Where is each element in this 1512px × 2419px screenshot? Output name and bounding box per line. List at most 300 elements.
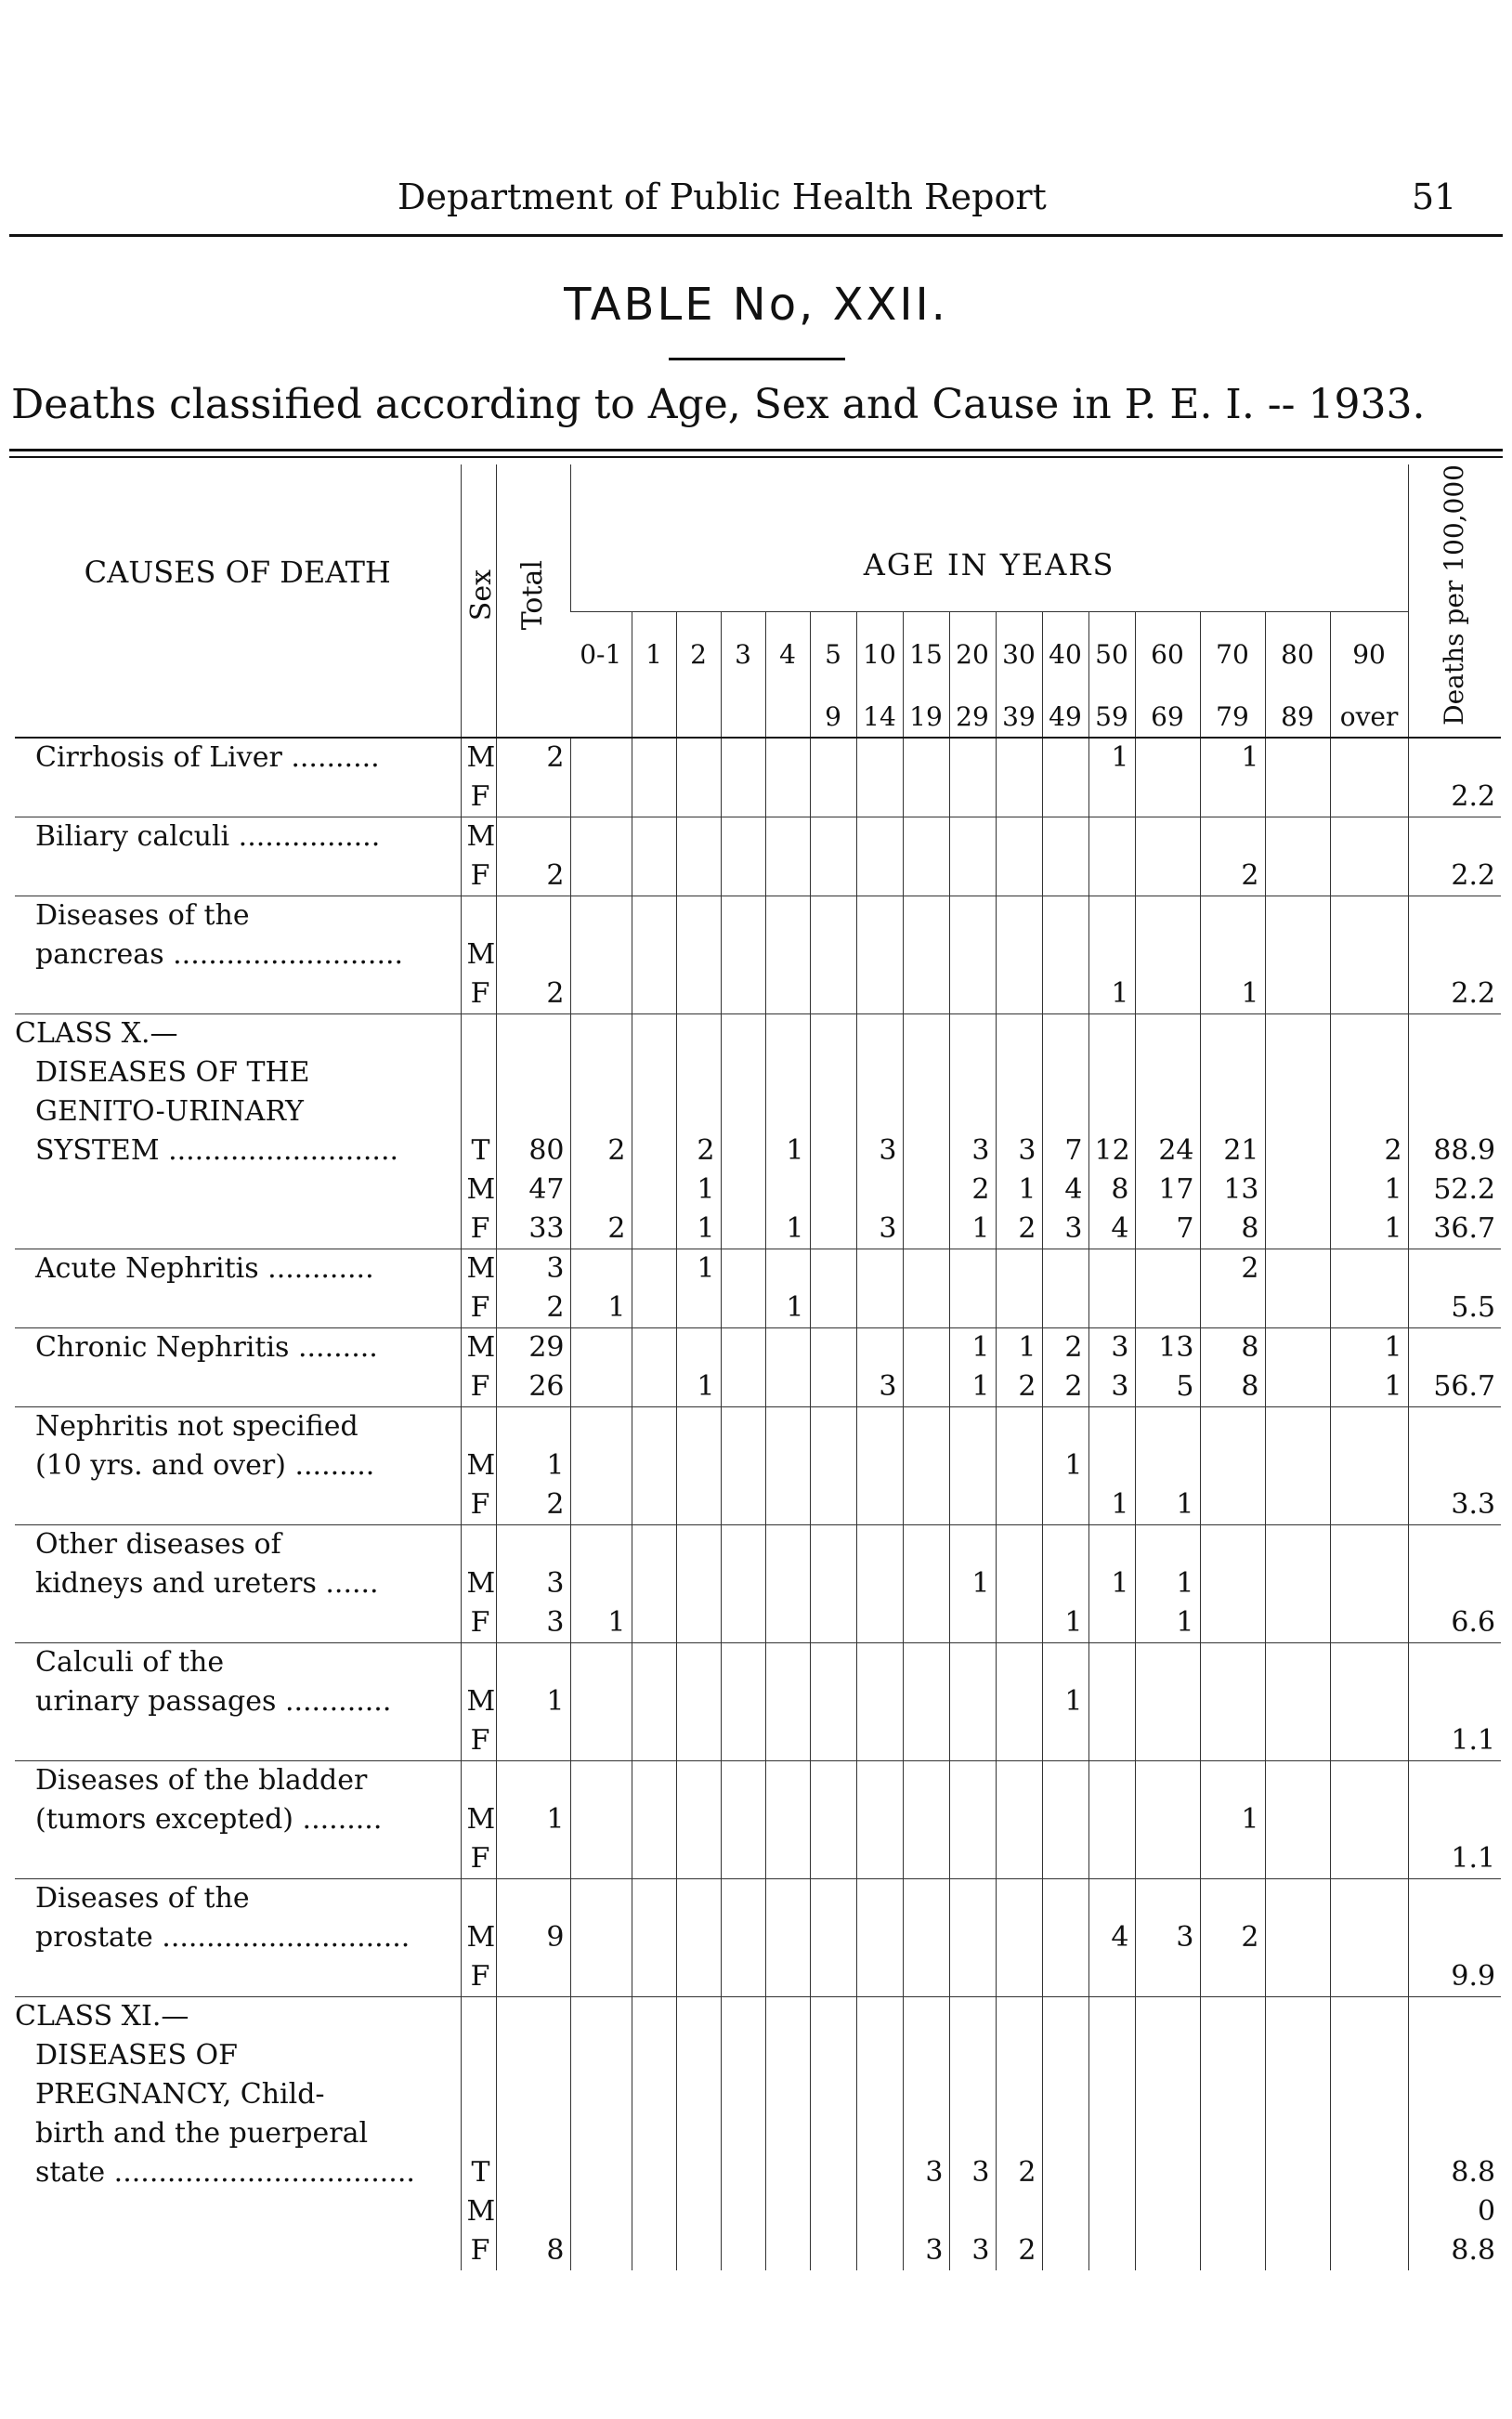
rate-cell: 8.8: [1408, 2153, 1501, 2192]
age-col-top-label: 0-1: [580, 638, 622, 670]
total-cell: [496, 2153, 570, 2192]
age-value-cell: 1: [1135, 1564, 1200, 1603]
age-value-cell: [996, 896, 1042, 935]
age-value-cell: [1042, 2231, 1088, 2270]
sex-cell: M: [461, 1327, 496, 1367]
age-value-cell: [721, 2075, 765, 2114]
age-value-cell: 2: [570, 1210, 632, 1249]
age-value-cell: [632, 1564, 676, 1603]
sex-cell: [461, 896, 496, 935]
age-value-cell: [632, 1053, 676, 1092]
age-value-cell: [676, 778, 721, 817]
age-col-bottom-label: 19: [903, 674, 949, 738]
age-value-cell: [1200, 1524, 1265, 1564]
total-cell: 2: [496, 1485, 570, 1525]
age-value-cell: [810, 817, 856, 856]
rate-cell: 88.9: [1408, 1131, 1501, 1170]
age-col-bottom-label: 79: [1200, 674, 1265, 738]
age-value-cell: [1265, 2192, 1330, 2231]
cause-cell: Diseases of the bladder: [15, 1760, 461, 1800]
age-value-cell: [632, 1367, 676, 1407]
sex-cell: [461, 1878, 496, 1918]
age-value-cell: [570, 1996, 632, 2036]
age-value-cell: [1088, 1878, 1135, 1918]
age-col-top-label: 3: [721, 612, 765, 674]
age-col-bottom-label: [676, 674, 721, 738]
age-value-cell: [1330, 1249, 1408, 1288]
age-value-cell: [765, 1170, 810, 1210]
age-value-cell: [810, 1760, 856, 1800]
cause-cell: [15, 1288, 461, 1328]
total-cell: 1: [496, 1682, 570, 1721]
age-value-cell: [570, 1721, 632, 1761]
age-value-cell: [1042, 1092, 1088, 1131]
age-value-cell: [1265, 1721, 1330, 1761]
age-value-cell: [1135, 1839, 1200, 1879]
sex-cell: M: [461, 1170, 496, 1210]
age-value-cell: [570, 974, 632, 1014]
age-value-cell: 1: [676, 1210, 721, 1249]
age-value-cell: [810, 1682, 856, 1721]
age-value-cell: [632, 2153, 676, 2192]
sex-cell: F: [461, 856, 496, 896]
age-value-cell: [949, 935, 996, 974]
age-value-cell: [721, 1013, 765, 1053]
age-value-cell: [1265, 1092, 1330, 1131]
age-value-cell: [632, 1839, 676, 1879]
age-value-cell: [996, 817, 1042, 856]
age-value-cell: 1: [1088, 1485, 1135, 1525]
age-value-cell: [1135, 1406, 1200, 1446]
age-value-cell: [810, 1721, 856, 1761]
age-value-cell: [1330, 1800, 1408, 1839]
age-value-cell: [1330, 1524, 1408, 1564]
age-value-cell: [1088, 896, 1135, 935]
age-value-cell: [632, 2231, 676, 2270]
age-value-cell: [1330, 2231, 1408, 2270]
age-value-cell: [632, 896, 676, 935]
age-value-cell: 3: [949, 2231, 996, 2270]
table-subtitle: Deaths classified according to Age, Sex and Cause in P. E. I. -- 1933.: [11, 381, 1426, 428]
rate-cell: 6.6: [1408, 1603, 1501, 1643]
age-value-cell: [856, 778, 903, 817]
age-value-cell: [856, 1092, 903, 1131]
age-value-cell: [765, 1327, 810, 1367]
age-value-cell: [676, 2114, 721, 2153]
sex-cell: M: [461, 1446, 496, 1485]
cause-cell: state ..................................: [35, 2155, 415, 2189]
age-value-cell: [676, 2231, 721, 2270]
cause-cell: Biliary calculi ................: [15, 817, 461, 856]
total-cell: [496, 1878, 570, 1918]
age-value-cell: [856, 738, 903, 778]
age-value-cell: [1200, 1564, 1265, 1603]
sex-cell: M: [461, 1800, 496, 1839]
total-cell: 29: [496, 1327, 570, 1367]
age-value-cell: [676, 1878, 721, 1918]
table-row: [15, 1800, 1501, 1839]
age-value-cell: [765, 1092, 810, 1131]
sex-cell: T: [461, 2153, 496, 2192]
age-col-bottom-label: [721, 674, 765, 738]
age-col-top-label: 20: [949, 612, 996, 674]
age-value-cell: [1200, 1013, 1265, 1053]
age-value-cell: [1330, 974, 1408, 1014]
rate-cell: [1408, 1446, 1501, 1485]
age-value-cell: [996, 1053, 1042, 1092]
age-value-cell: [1135, 738, 1200, 778]
table-row: [15, 1406, 1501, 1446]
age-value-cell: [570, 1918, 632, 1957]
age-value-cell: [632, 2036, 676, 2075]
age-value-cell: [856, 935, 903, 974]
age-value-cell: [903, 1800, 949, 1839]
table-row: [15, 1170, 1501, 1210]
total-cell: 9: [496, 1918, 570, 1957]
age-value-cell: [1135, 2036, 1200, 2075]
age-value-cell: 7: [1135, 1210, 1200, 1249]
age-value-cell: [856, 1957, 903, 1997]
age-value-cell: [1135, 1524, 1200, 1564]
age-value-cell: [810, 1406, 856, 1446]
age-value-cell: [676, 1996, 721, 2036]
age-value-cell: [765, 856, 810, 896]
age-value-cell: [1088, 2114, 1135, 2153]
age-value-cell: [996, 1721, 1042, 1761]
age-value-cell: [949, 2075, 996, 2114]
total-cell: [496, 2075, 570, 2114]
age-value-cell: [765, 2114, 810, 2153]
age-value-cell: [903, 974, 949, 1014]
age-col-bottom-label: [570, 674, 632, 738]
age-value-cell: [570, 935, 632, 974]
age-value-cell: [903, 856, 949, 896]
age-value-cell: 1: [1088, 738, 1135, 778]
age-value-cell: [1088, 1800, 1135, 1839]
age-value-cell: [1135, 974, 1200, 1014]
age-value-cell: [856, 2075, 903, 2114]
age-value-cell: 1: [1330, 1327, 1408, 1367]
total-cell: 33: [496, 1210, 570, 1249]
age-value-cell: 3: [903, 2153, 949, 2192]
age-col-top-label: 50: [1088, 612, 1135, 674]
age-value-cell: [1088, 2036, 1135, 2075]
age-value-cell: [676, 2192, 721, 2231]
total-cell: [496, 1996, 570, 2036]
age-value-cell: [996, 2192, 1042, 2231]
sex-cell: [461, 1092, 496, 1131]
age-value-cell: [1135, 1446, 1200, 1485]
age-value-cell: [1042, 1406, 1088, 1446]
age-value-cell: [810, 1170, 856, 1210]
age-value-cell: 2: [949, 1170, 996, 1210]
age-value-cell: [721, 1327, 765, 1367]
age-value-cell: [1330, 2075, 1408, 2114]
age-value-cell: [570, 1760, 632, 1800]
age-value-cell: [765, 1642, 810, 1682]
age-value-cell: [1088, 817, 1135, 856]
cause-cell: Chronic Nephritis .........: [15, 1327, 461, 1367]
age-value-cell: 1: [570, 1603, 632, 1643]
table-row: [15, 1957, 1501, 1997]
age-value-cell: [1330, 738, 1408, 778]
table-row: [15, 1092, 1501, 1131]
age-value-cell: [570, 2075, 632, 2114]
table-row: [15, 896, 1501, 935]
table-row: [15, 2114, 1501, 2153]
age-value-cell: [721, 778, 765, 817]
age-value-cell: [765, 1603, 810, 1643]
age-value-cell: [570, 1446, 632, 1485]
age-value-cell: [1265, 1564, 1330, 1603]
causes-header: CAUSES OF DEATH: [15, 464, 461, 738]
age-value-cell: 2: [1200, 1918, 1265, 1957]
age-value-cell: [632, 1878, 676, 1918]
age-value-cell: [1042, 1800, 1088, 1839]
age-value-cell: [765, 1564, 810, 1603]
age-value-cell: [810, 1327, 856, 1367]
age-value-cell: [856, 974, 903, 1014]
table-body: [15, 738, 1501, 2270]
age-value-cell: [1200, 1682, 1265, 1721]
age-value-cell: [903, 1406, 949, 1446]
age-value-cell: [1330, 1957, 1408, 1997]
age-value-cell: 13: [1200, 1170, 1265, 1210]
age-value-cell: [1088, 1996, 1135, 2036]
table-row: [15, 1288, 1501, 1328]
age-value-cell: [1330, 1918, 1408, 1957]
age-value-cell: [632, 1524, 676, 1564]
age-value-cell: [721, 1839, 765, 1879]
age-value-cell: [1200, 1957, 1265, 1997]
age-value-cell: [1200, 1839, 1265, 1879]
age-value-cell: [632, 817, 676, 856]
age-value-cell: [810, 1485, 856, 1525]
age-value-cell: [765, 1485, 810, 1525]
rate-cell: 2.2: [1408, 856, 1501, 896]
age-value-cell: [1042, 1996, 1088, 2036]
age-value-cell: 1: [1042, 1446, 1088, 1485]
age-value-cell: [1135, 1800, 1200, 1839]
age-value-cell: 2: [1042, 1327, 1088, 1367]
age-value-cell: [903, 896, 949, 935]
age-value-cell: [676, 1092, 721, 1131]
age-value-cell: [1265, 1327, 1330, 1367]
table-row: [15, 1996, 1501, 2036]
age-col-bottom-label: 39: [996, 674, 1042, 738]
age-value-cell: [676, 1642, 721, 1682]
sex-cell: M: [461, 935, 496, 974]
sex-cell: F: [461, 974, 496, 1014]
age-value-cell: 13: [1135, 1327, 1200, 1367]
age-value-cell: [632, 1721, 676, 1761]
age-value-cell: 1: [1088, 1564, 1135, 1603]
cause-cell: DISEASES OF THE: [35, 1055, 310, 1089]
age-value-cell: [1042, 738, 1088, 778]
age-value-cell: [1265, 1682, 1330, 1721]
age-value-cell: [1088, 1406, 1135, 1446]
age-value-cell: [632, 935, 676, 974]
age-value-cell: [1330, 1839, 1408, 1879]
rate-cell: [1408, 738, 1501, 778]
age-value-cell: [1200, 2114, 1265, 2153]
age-value-cell: [996, 1800, 1042, 1839]
cause-cell: prostate ............................: [35, 1920, 411, 1954]
sex-cell: [461, 1053, 496, 1092]
age-value-cell: [1265, 974, 1330, 1014]
header-rule: [9, 234, 1503, 237]
age-value-cell: [1330, 1603, 1408, 1643]
total-cell: 3: [496, 1564, 570, 1603]
age-value-cell: [570, 1327, 632, 1367]
age-col-top-label: 40: [1042, 612, 1088, 674]
total-cell: 2: [496, 738, 570, 778]
age-value-cell: 1: [676, 1170, 721, 1210]
sex-cell: M: [461, 2192, 496, 2231]
age-value-cell: [676, 2075, 721, 2114]
age-value-cell: [721, 1721, 765, 1761]
age-value-cell: [721, 935, 765, 974]
sex-cell: F: [461, 1367, 496, 1407]
age-value-cell: [1042, 1053, 1088, 1092]
age-value-cell: [632, 1131, 676, 1170]
age-value-cell: [810, 1524, 856, 1564]
sex-cell: M: [461, 1564, 496, 1603]
table-row: [15, 1013, 1501, 1053]
age-value-cell: [765, 1721, 810, 1761]
age-value-cell: [856, 1603, 903, 1643]
age-value-cell: 3: [949, 2153, 996, 2192]
age-value-cell: [570, 2036, 632, 2075]
age-value-cell: [903, 935, 949, 974]
age-value-cell: [949, 856, 996, 896]
age-value-cell: [721, 1603, 765, 1643]
age-value-cell: [810, 1288, 856, 1328]
age-value-cell: [1330, 1760, 1408, 1800]
age-value-cell: [1330, 2192, 1408, 2231]
table-row: [15, 2192, 1501, 2231]
age-value-cell: [1330, 1642, 1408, 1682]
table-row: [15, 2036, 1501, 2075]
age-value-cell: [1330, 1288, 1408, 1328]
age-value-cell: [996, 1092, 1042, 1131]
age-col-bottom-label: 69: [1135, 674, 1200, 738]
age-value-cell: [810, 1839, 856, 1879]
age-value-cell: [903, 1249, 949, 1288]
age-value-cell: [1265, 1760, 1330, 1800]
age-value-cell: [1265, 935, 1330, 974]
age-value-cell: [1265, 1996, 1330, 2036]
rate-cell: [1408, 1249, 1501, 1288]
age-value-cell: [810, 1918, 856, 1957]
table-row: [15, 738, 1501, 778]
age-value-cell: [765, 1013, 810, 1053]
age-value-cell: [856, 1721, 903, 1761]
age-value-cell: [1330, 1721, 1408, 1761]
table-row: [15, 1367, 1501, 1407]
age-value-cell: [721, 2153, 765, 2192]
total-cell: 8: [496, 2231, 570, 2270]
rate-cell: [1408, 1878, 1501, 1918]
age-value-cell: [632, 1682, 676, 1721]
age-value-cell: [810, 935, 856, 974]
age-value-cell: [721, 1249, 765, 1288]
age-value-cell: [949, 1642, 996, 1682]
page-number: 51: [1412, 177, 1457, 217]
age-value-cell: [996, 1406, 1042, 1446]
sex-cell: F: [461, 778, 496, 817]
age-value-cell: [1088, 1721, 1135, 1761]
age-value-cell: [949, 1721, 996, 1761]
age-value-cell: [632, 1918, 676, 1957]
age-value-cell: [765, 1524, 810, 1564]
age-value-cell: [570, 1878, 632, 1918]
age-value-cell: [856, 1053, 903, 1092]
table-row: [15, 856, 1501, 896]
age-value-cell: [765, 1682, 810, 1721]
age-value-cell: [1265, 1642, 1330, 1682]
age-value-cell: [1200, 778, 1265, 817]
age-value-cell: [1265, 1603, 1330, 1643]
rate-cell: [1408, 1092, 1501, 1131]
cause-cell: Diseases of the: [15, 1878, 461, 1918]
age-value-cell: [996, 2114, 1042, 2153]
age-value-cell: 1: [1330, 1170, 1408, 1210]
age-value-cell: 7: [1042, 1131, 1088, 1170]
age-value-cell: [765, 817, 810, 856]
table-row: [15, 1524, 1501, 1564]
age-value-cell: [810, 1446, 856, 1485]
age-value-cell: [1330, 2114, 1408, 2153]
age-value-cell: [721, 1564, 765, 1603]
age-value-cell: [1330, 1053, 1408, 1092]
rate-cell: [1408, 2036, 1501, 2075]
age-value-cell: [903, 1564, 949, 1603]
age-value-cell: [903, 1996, 949, 2036]
age-value-cell: [1200, 1603, 1265, 1643]
age-value-cell: [721, 1996, 765, 2036]
age-value-cell: [1135, 2075, 1200, 2114]
age-value-cell: [810, 2075, 856, 2114]
age-value-cell: [810, 1013, 856, 1053]
age-value-cell: [810, 1603, 856, 1643]
age-value-cell: 2: [996, 2153, 1042, 2192]
age-value-cell: [856, 1524, 903, 1564]
age-value-cell: [676, 1013, 721, 1053]
age-value-cell: [903, 1485, 949, 1525]
sex-cell: F: [461, 1485, 496, 1525]
age-value-cell: [1135, 1996, 1200, 2036]
age-value-cell: [1265, 1406, 1330, 1446]
age-value-cell: [996, 1603, 1042, 1643]
age-value-cell: [721, 1210, 765, 1249]
table-row: [15, 1721, 1501, 1761]
age-value-cell: [949, 1996, 996, 2036]
age-col-top-label: 80: [1265, 612, 1330, 674]
age-value-cell: 1: [676, 1367, 721, 1407]
age-value-cell: [676, 856, 721, 896]
age-value-cell: [1135, 1092, 1200, 1131]
age-value-cell: 24: [1135, 1131, 1200, 1170]
sex-cell: [461, 2075, 496, 2114]
age-value-cell: [1265, 2114, 1330, 2153]
age-value-cell: 1: [1135, 1603, 1200, 1643]
age-value-cell: [676, 1682, 721, 1721]
age-value-cell: [810, 1642, 856, 1682]
sex-cell: M: [461, 738, 496, 778]
age-value-cell: [903, 1210, 949, 1249]
age-value-cell: [1135, 1878, 1200, 1918]
